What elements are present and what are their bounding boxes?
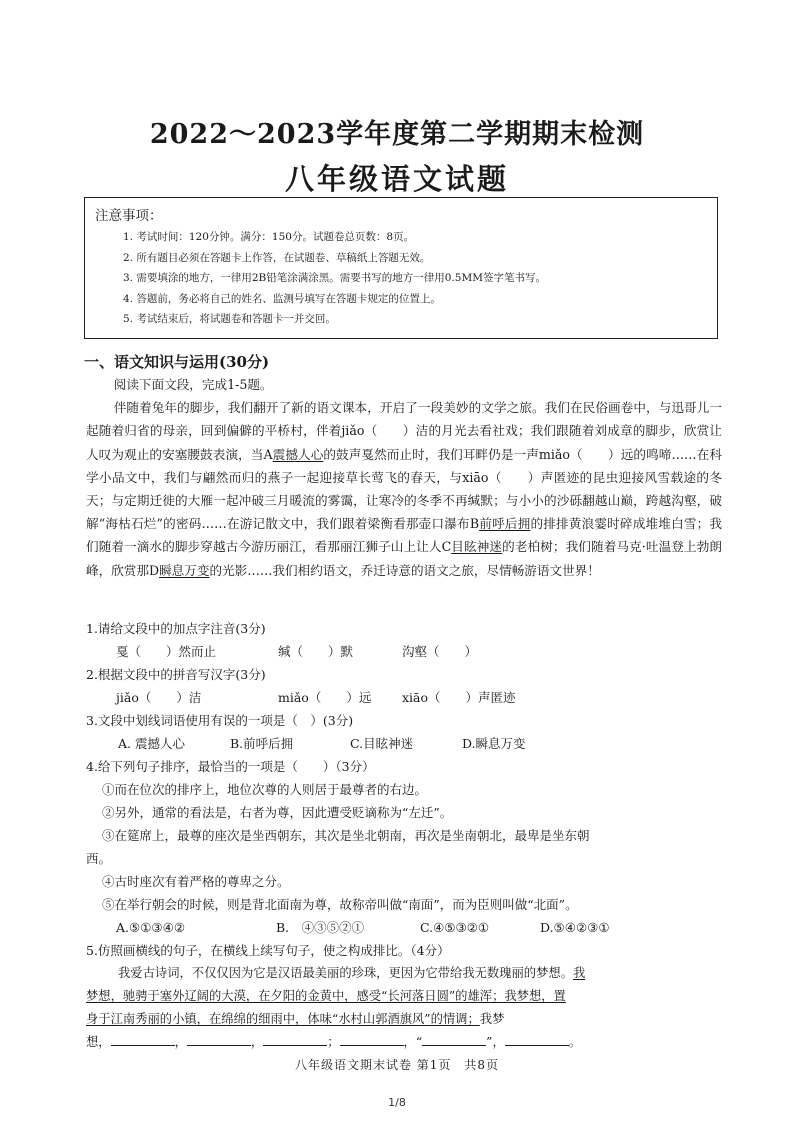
q5-answer-line <box>86 1031 726 1054</box>
passage-text: 的排排黄浪霎时碎成堆堆白雪；我们随着一滴水的脚步穿越古今游历丽江，看那丽江狮子山上让人C <box>86 516 723 555</box>
q5-underlined: 身于江南秀丽的小镇，在绵绵的细雨中，体味“水村山郭酒旗风”的情调； <box>86 1012 480 1026</box>
answer-blank[interactable] <box>187 1033 251 1046</box>
q1-item: 戛（ ）然而止 <box>116 644 217 659</box>
notice-item: 4. 答题前，务必将自己的姓名、监测号填写在答题卡规定的位置上。 <box>123 292 441 305</box>
q3-option: D.瞬息万变 <box>462 736 526 751</box>
answer-blank[interactable] <box>422 1033 486 1046</box>
q5-text: 我梦 <box>479 1012 505 1026</box>
question-3-stem: 3.文段中划线词语使用有误的一项是（ ）(3分) <box>86 713 354 728</box>
passage-body <box>86 396 722 582</box>
question-1-items <box>86 640 726 663</box>
q5-text: ， <box>250 1035 264 1049</box>
q4-sentence: ⑤在举行朝会的时候，则是背北面南为尊，故称帝叫做“南面”，而为臣则叫做“北面”。 <box>102 897 578 912</box>
q5-text: ， <box>403 1035 416 1049</box>
exam-title: 2022～2023学年度第二学期期末检测 <box>149 119 645 150</box>
q4-option: B. ④③⑤②① <box>276 920 365 935</box>
q4-option: D.⑤④②③① <box>540 920 610 935</box>
q5-text: ； <box>327 1035 340 1049</box>
passage-intro: 阅读下面文段，完成1-5题。 <box>113 377 273 392</box>
underlined-term-d: 瞬息万变 <box>159 562 210 578</box>
q4-sentence: ③在筵席上，最尊的座次是坐西朝东，其次是坐北朝南，再次是坐南朝北，最卑是坐东朝 <box>102 828 590 843</box>
notice-item: 5. 考试结束后，将试题卷和答题卡一并交回。 <box>123 313 336 325</box>
question-4-stem: 4.给下列句子排序，最恰当的一项是（ ）（3分） <box>86 759 375 774</box>
q5-underlined: 梦想，驰骋于塞外辽阔的大漠，在夕阳的金黄中，感受“长河落日圆”的雄浑；我梦想，置 <box>86 989 566 1003</box>
q5-text: 想， <box>86 1035 111 1049</box>
passage-text: 伴随着兔年的脚步，我们翻开了新的语文课本，开启了一段美妙的文学之旅。我们在民俗画卷中，与迅哥儿一起随着归省的母亲，回到偏僻的平桥村，伴着jiǎo（ ）洁的月光去看社戏；我们跟随着刘成章的脚步，欣赏让人叹为观止的安塞腰鼓表演，当A <box>86 400 722 462</box>
section-heading: 一、语文知识与运用(30分) <box>84 353 270 371</box>
answer-blank[interactable] <box>263 1033 327 1046</box>
q4-sentence: ④古时座次有着严格的尊卑之分。 <box>102 874 290 889</box>
q2-item: xiāo（ ）声匿迹 <box>402 690 516 705</box>
q5-line <box>86 985 726 1008</box>
q4-option: C.④⑤③②① <box>420 920 490 935</box>
q1-item: 沟壑（ ） <box>402 644 478 659</box>
q5-text: ， <box>492 1035 505 1049</box>
q3-option: B.前呼后拥 <box>230 736 294 751</box>
q5-line <box>86 962 758 985</box>
question-4-options <box>86 916 726 939</box>
answer-blank[interactable] <box>111 1033 175 1046</box>
q2-item: miǎo（ ）远 <box>278 690 372 705</box>
question-2-items <box>86 686 726 709</box>
q5-underlined: 我 <box>573 966 586 980</box>
notice-item: 2. 所有题目必须在答题卡上作答，在试题卷、草稿纸上答题无效。 <box>123 251 431 264</box>
q1-item: 缄（ ）默 <box>278 644 354 659</box>
question-2-stem: 2.根据文段中的拼音写汉字(3分) <box>86 667 266 682</box>
q5-text: ” <box>486 1035 493 1049</box>
answer-blank[interactable] <box>340 1033 404 1046</box>
q5-text: 我爱古诗词，不仅仅因为它是汉语最美丽的珍珠，更因为它带给我无数瑰丽的梦想。 <box>118 966 573 980</box>
exam-subtitle: 八年级语文试题 <box>284 162 509 196</box>
notice-item: 1. 考试时间：120分钟。满分：150分。试题卷总页数：8页。 <box>123 231 415 243</box>
q4-sentence: 西。 <box>86 851 112 866</box>
passage-text: 的光影……我们相约语文，乔迁诗意的语文之旅，尽情畅游语文世界！ <box>209 562 600 578</box>
answer-blank[interactable] <box>505 1033 569 1046</box>
underlined-term-c: 目眩神迷 <box>451 539 503 555</box>
question-5-stem: 5.仿照画横线的句子，在横线上续写句子，使之构成排比。（4分） <box>86 943 450 958</box>
underlined-term-a: 震撼人心 <box>272 446 324 462</box>
page-indicator: 1/8 <box>388 1096 406 1109</box>
q5-text: 。 <box>568 1035 582 1049</box>
passage-text: 的老柏树；我们随着马克·吐温登上勃朗峰，欣赏那D <box>86 539 722 578</box>
question-3-options <box>86 732 726 755</box>
q4-sentence: ①而在位次的排序上，地位次尊的人则居于最尊者的右边。 <box>102 782 428 797</box>
q3-option: A. 震撼人心 <box>118 736 185 751</box>
q2-item: jiǎo（ ）洁 <box>116 690 202 705</box>
q5-text: “ <box>415 1035 423 1049</box>
q4-sentence: ②另外，通常的看法是，右者为尊，因此遭受贬谪称为“左迁”。 <box>102 805 453 820</box>
q3-option: C.目眩神迷 <box>350 736 414 751</box>
underlined-term-b: 前呼后拥 <box>479 516 531 532</box>
q4-option: A.⑤①③④② <box>116 920 186 935</box>
notice-item: 3. 需要填涂的地方，一律用2B铅笔涂满涂黑。需要书写的地方一律用0.5MM签字笔书写。 <box>123 272 546 284</box>
page-footer: 八年级语文期末试卷 第1页 共8页 <box>294 1058 500 1072</box>
notice-title: 注意事项： <box>95 208 163 224</box>
q5-text: ， <box>174 1035 187 1049</box>
question-1-stem: 1.请给文段中的加点字注音(3分) <box>86 621 266 636</box>
reading-passage <box>86 373 722 582</box>
q5-line <box>86 1008 726 1031</box>
notice-box <box>84 197 718 339</box>
passage-text: 的鼓声戛然而止时，我们耳畔仍是一声miǎo（ ）远的鸣啼……在科学小品文中，我们与翩然而归的燕子一起迎接草长莺飞的春天，与xiāo（ ）声匿迹的昆虫迎接风雪载途的冬天；与定期迁徙的大雁一起冲破三月暖流的雾霭，让寒冷的冬季不再缄默；与小小的沙砾翻越山巅，跨越沟壑，破解“海枯石烂”的密码……在游记散文中，我们跟着梁衡看那壶口瀑布B <box>86 446 722 532</box>
